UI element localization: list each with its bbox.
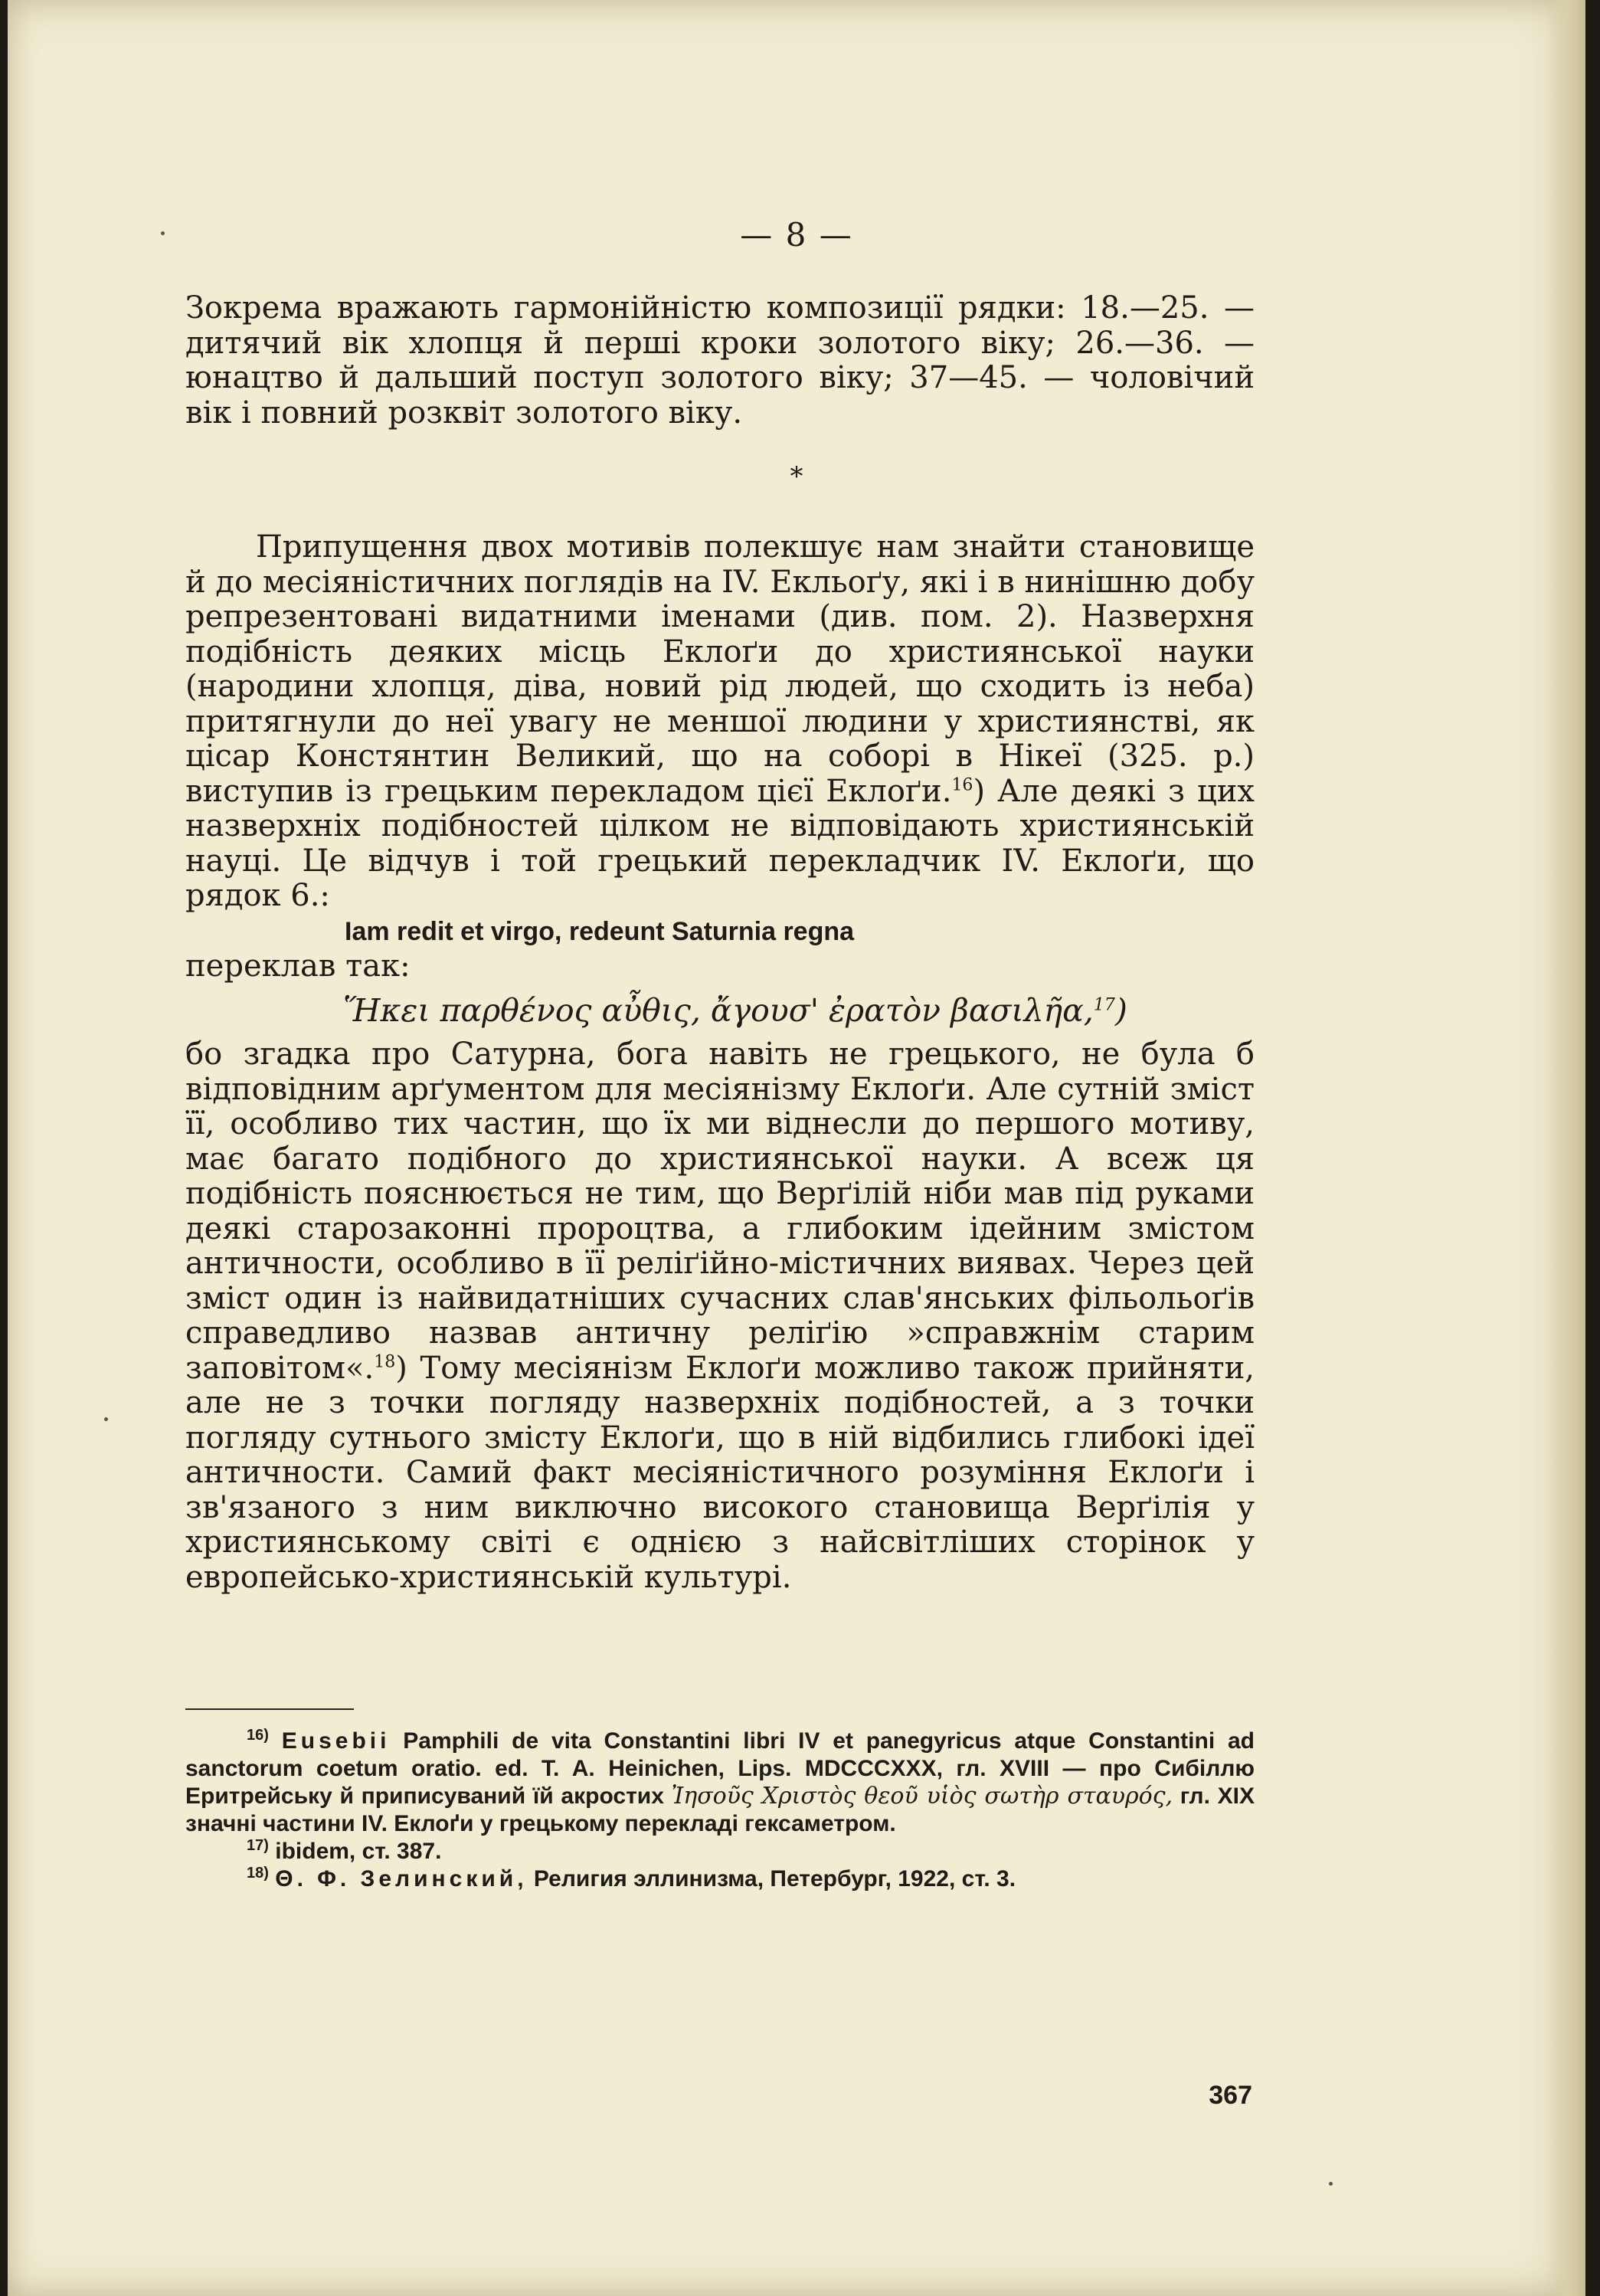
section-separator: * <box>790 461 803 492</box>
footnotes <box>185 1728 1255 1893</box>
footnote-16 <box>185 1728 1255 1838</box>
footnote-mark: 16) <box>247 1727 269 1744</box>
paragraph-2-part-1: Припущення двох мотивів полекшує нам знайти становище й до месіяністичних поглядів на IV. Екльоґу, які і в нинішню добу репрезентовані видатними іменами (див. пом. 2). Назверхня подібність деяких місць Еклоґи до християнської науки (народини хлопця, діва, новий рід людей, що сходить із неба) притягнули до неї увагу не меншої людини у християнстві, як цісар Констянтин Великий, що на соборі в Нікеї (325. р.) виступив із грецьким перекладом цієї Еклоґи. <box>185 529 1255 809</box>
footnote-18 <box>185 1865 1255 1893</box>
footnote-rule <box>185 1708 354 1710</box>
paragraph-2-text <box>185 530 1255 914</box>
footnote-17 <box>185 1838 1255 1865</box>
paragraph-2-part-2: ) Але деякі з цих назверхніх подібностей цілком не відповідають християнській науці. Це відчув і той грецький перекладчик IV. Еклоґи, що рядок 6.: <box>185 773 1255 913</box>
paragraph-3-text <box>185 1037 1255 1595</box>
translated-as: переклав так: <box>185 948 411 984</box>
greek-quote <box>185 984 1255 1037</box>
footnote-text: Pamphili de vita Constantini libri IV et panegyricus atque Constantini ad sanctorum coetum oratio. ed. T. A. Heinichen, Lips. MDCCCXXX, гл. XVIII — про Сибіллю Еритрейську й приписуваний їй акростих <box>185 1728 1255 1809</box>
speck <box>1329 2182 1333 2186</box>
footnote-mark: 17) <box>247 1837 269 1854</box>
paragraph-1 <box>185 291 1255 431</box>
paragraph-1-text: Зокрема вражають гармонійністю композиції рядки: 18.—25. — дитячий вік хлопця й перші кроки золотого віку; 26.—36. — юнацтво й дальший поступ золотого віку; 37—45. — чоловічий вік і повний розквіт золотого віку. <box>185 290 1255 431</box>
speck <box>161 231 165 235</box>
paragraph-3-part-2: ) Тому месіянізм Еклоґи можливо також прийняти, але не з точки погляду назверхніх подібностей, а з точки погляду сутнього змісту Еклоґи, що в ній відбились глибокі ідеї античности. Самий факт месіяністичного розуміння Еклоґи і зв'язаного з ним виключно високого становища Верґілія у християнському світі є однією з найсвітліших сторінок у европейсько-християнській культурі. <box>185 1350 1255 1595</box>
footnote-text: Религия эллинизма, Петербург, 1922, ст. 3. <box>533 1866 1016 1891</box>
paragraph-3-part-1: бо згадка про Сатурна, бога навіть не грецького, не була б відповідним арґументом для месіянізму Еклоґи. Але сутній зміст її, особливо тих частин, що їх ми віднесли до першого мотиву, має багато подібного до християнської науки. А всеж ця подібність пояснюється не тим, що Верґілій ніби мав під руками деякі старозаконні пророцтва, а глибоким ідейним змістом античности, особливо в її реліґійно-містичних виявах. Через цей зміст один із найвидатніших сучасних слав'янських фільольоґів справедливо назвав античну реліґію »справжнім старим заповітом«. <box>185 1037 1255 1386</box>
page-header: — 8 — <box>740 216 853 254</box>
footnote-ref-17: 17 <box>1093 995 1115 1015</box>
speck <box>104 1417 108 1421</box>
latin-quote: Iam redit et virgo, redeunt Saturnia regna <box>345 916 855 946</box>
footnote-author: Eusebii <box>281 1728 391 1754</box>
page-edge-shadow <box>1547 0 1585 2296</box>
paragraph-2 <box>185 530 1255 1595</box>
footnote-ref-18: 18 <box>374 1352 396 1372</box>
greek-quote-close: ) <box>1114 992 1127 1029</box>
footnote-ref-16: 16 <box>951 775 973 795</box>
footnote-mark: 18) <box>247 1865 269 1882</box>
footnote-text: ibidem, ст. 387. <box>275 1839 442 1864</box>
greek-quote-text: Ἥκει παρθένος αὖθις, ἄγουσ' ἐρατὸν βασιλῆα, <box>343 992 1094 1029</box>
footnote-text: гл. XIX значні частини IV. Еклоґи у грецькому перекладі гексаметром. <box>185 1783 1255 1836</box>
footnote-author: Θ. Φ. Зелинский, <box>275 1866 528 1891</box>
page-number: 367 <box>1209 2081 1252 2110</box>
book-page <box>8 0 1585 2296</box>
footnote-greek: Ἰησοῦς Χριστὸς θεοῦ υἱὸς σωτὴρ σταυρός, <box>671 1783 1173 1810</box>
